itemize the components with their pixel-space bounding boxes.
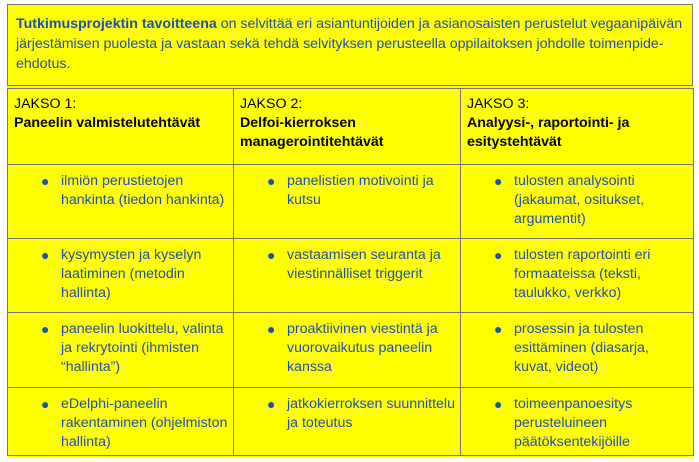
bullet-icon: ●	[494, 173, 503, 189]
task-text: panelistien motivointi ja kutsu	[287, 173, 434, 208]
task-cell	[8, 388, 234, 456]
intro-text: on selvittää eri asiantuntijoiden ja asianosaisten perustelut vegaanipäivän järjestämisen puolesta ja vastaan sekä tehdä selvityksen perusteella oppilaitoksen johdolle toimenpide-ehdotus.	[16, 16, 683, 72]
phase-2-title: Delfoi-kierroksen managerointitehtävät	[240, 115, 384, 150]
task-text: prosessin ja tulosten esittäminen (diasarja, kuvat, videot)	[514, 321, 649, 375]
task-cell	[8, 313, 234, 388]
bullet-icon: ●	[41, 173, 50, 189]
task-text: tulosten analysointi (jakaumat, ositukset, argumentit)	[514, 173, 645, 227]
bullet-icon: ●	[41, 321, 50, 337]
bullet-icon: ●	[267, 321, 276, 337]
task-text: eDelphi-paneelin rakentaminen (ohjelmiston hallinta)	[61, 396, 228, 450]
phase-1-number: JAKSO 1:	[14, 96, 77, 112]
task-cell	[8, 165, 234, 239]
task-text: ilmiön perustietojen hankinta (tiedon hankinta)	[61, 173, 225, 208]
phase-2-number: JAKSO 2:	[240, 96, 303, 112]
bullet-icon: ●	[41, 247, 50, 263]
phase-grid	[7, 88, 694, 456]
phase-header-row	[8, 89, 694, 165]
bullet-icon: ●	[267, 396, 276, 412]
project-overview-table	[7, 4, 693, 457]
task-cell	[234, 165, 461, 239]
task-cell	[234, 313, 461, 388]
bullet-icon: ●	[267, 247, 276, 263]
task-cell	[8, 239, 234, 313]
phase-3-number: JAKSO 3:	[467, 96, 530, 112]
task-cell	[461, 388, 694, 456]
phase-1-header	[8, 89, 234, 165]
task-text: jatkokierroksen suunnittelu ja toteutus	[287, 396, 455, 431]
task-text: proaktiivinen viestintä ja vuorovaikutus paneelin kanssa	[287, 321, 438, 375]
phase-2-header	[234, 89, 461, 165]
task-row	[8, 165, 694, 239]
bullet-icon: ●	[494, 321, 503, 337]
bullet-icon: ●	[494, 247, 503, 263]
intro-bold-lead: Tutkimusprojektin tavoitteena	[16, 16, 217, 32]
bullet-icon: ●	[267, 173, 276, 189]
phase-3-header	[461, 89, 694, 165]
task-text: tulosten raportointi eri formaateissa (teksti, taulukko, verkko)	[514, 247, 651, 301]
task-cell	[234, 388, 461, 456]
project-goal-intro	[7, 4, 693, 86]
task-text: kysymysten ja kyselyn laatiminen (metodin hallinta)	[61, 247, 202, 301]
task-cell	[234, 239, 461, 313]
task-cell	[461, 239, 694, 313]
task-row	[8, 239, 694, 313]
task-text: paneelin luokittelu, valinta ja rekrytointi (ihmisten “hallinta”)	[61, 321, 224, 375]
task-text: vastaamisen seuranta ja viestinnälliset triggerit	[287, 247, 441, 282]
phase-3-title: Analyysi-, raportointi- ja esitystehtävät	[467, 115, 630, 150]
bullet-icon: ●	[41, 396, 50, 412]
bullet-icon: ●	[494, 396, 503, 412]
task-text: toimeenpanoesitys perusteluineen päätöksentekijöille	[514, 396, 633, 450]
task-cell	[461, 165, 694, 239]
task-row	[8, 388, 694, 456]
phase-1-title: Paneelin valmistelutehtävät	[14, 115, 201, 131]
task-row	[8, 313, 694, 388]
task-cell	[461, 313, 694, 388]
